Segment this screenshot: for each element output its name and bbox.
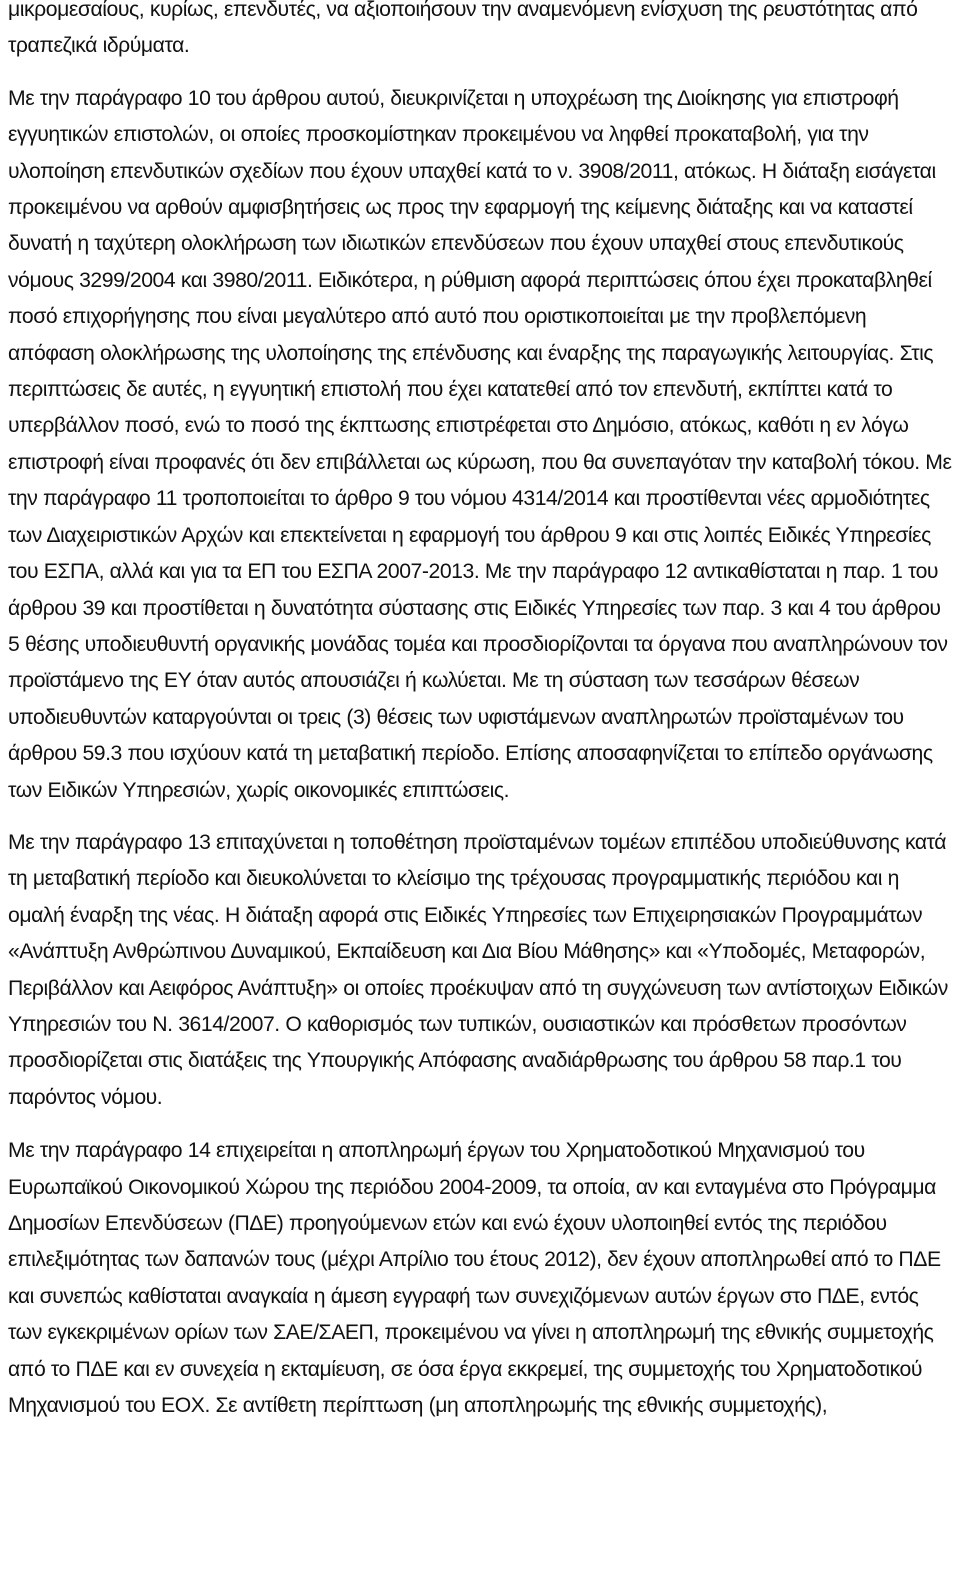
paragraph-14: Με την παράγραφο 14 επιχειρείται η αποπληρωμή έργων του Χρηματοδοτικού Μηχανισμού του Ευρωπαϊκού Οικονομικού Χώρου της περιόδου 2004-2009, τα οποία, αν και ενταγμένα στο Πρόγραμμα Δημοσίων Επενδύσεων (ΠΔΕ) προηγούμενων ετών και ενώ έχουν υλοποιηθεί εντός της περιόδου επιλεξιμότητας των δαπανών τους (μέχρι Απρίλιο του έτους 2012), δεν έχουν αποπληρωθεί από το ΠΔΕ και συνεπώς καθίσταται αναγκαία η άμεση εγγραφή των συνεχιζόμενων αυτών έργων στο ΠΔΕ, εντός των εγκεκριμένων ορίων των ΣΑΕ/ΣΑΕΠ, προκειμένου να γίνει η αποπληρωμή της εθνικής συμμετοχής από το ΠΔΕ και εν συνεχεία η εκταμίευση, σε όσα έργα εκκρεμεί, της συμμετοχής του Χρηματοδοτικού Μηχανισμού του ΕΟΧ. Σε αντίθετη περίπτωση (μη αποπληρωμής της εθνικής συμμετοχής), xyxy=(8,1139,941,1418)
paragraph-10-12: Με την παράγραφο 10 του άρθρου αυτού, διευκρινίζεται η υποχρέωση της Διοίκησης για επιστροφή εγγυητικών επιστολών, οι οποίες προσκομίστηκαν προκειμένου να ληφθεί προκαταβολή, για την υλοποίηση επενδυτικών σχεδίων που έχουν υπαχθεί κατά το ν. 3908/2011, ατόκως. Η διάταξη εισάγεται προκειμένου να αρθούν αμφισβητήσεις ως προς την εφαρμογή της κείμενης διάταξης και να καταστεί δυνατή η ταχύτερη ολοκλήρωση των ιδιωτικών επενδύσεων που έχουν υπαχθεί στους επενδυτικούς νόμους 3299/2004 και 3980/2011. Ειδικότερα, η ρύθμιση αφορά περιπτώσεις όπου έχει προκαταβληθεί ποσό επιχορήγησης που είναι μεγαλύτερο από αυτό που οριστικοποιείται με την προβλεπόμενη απόφαση ολοκλήρωσης της υλοποίησης της επένδυσης και έναρξης της παραγωγικής λειτουργίας. Στις περιπτώσεις δε αυτές, η εγγυητική επιστολή που έχει κατατεθεί από τον επενδυτή, εκπίπτει κατά το υπερβάλλον ποσό, ενώ το ποσό της έκπτωσης επιστρέφεται στο Δημόσιο, ατόκως, καθότι η εν λόγω επιστροφή είναι προφανές ότι δεν επιβάλλεται ως κύρωση, που θα συνεπαγόταν την καταβολή τόκου. Με την παράγραφο 11 τροποποιείται το άρθρο 9 του νόμου 4314/2014 και προστίθενται νέες αρμοδιότητες των Διαχειριστικών Αρχών και επεκτείνεται η εφαρμογή του άρθρου 9 και στις λοιπές Ειδικές Υπηρεσίες του ΕΣΠΑ, αλλά και για τα ΕΠ του ΕΣΠΑ 2007-2013. Με την παράγραφο 12 αντικαθίσταται η παρ. 1 του άρθρου 39 και προστίθεται η δυνατότητα σύστασης στις Ειδικές Υπηρεσίες των παρ. 3 και 4 του άρθρου 5 θέσης υποδιευθυντή οργανικής μονάδας τομέα και προσδιορίζονται τα όργανα που αναπληρώνουν τον προϊστάμενο της ΕΥ όταν αυτός απουσιάζει ή κωλύεται. Με τη σύσταση των τεσσάρων θέσεων υποδιευθυντών καταργούνται οι τρεις (3) θέσεις των υφιστάμενων αναπληρωτών προϊσταμένων του άρθρου 59.3 που ισχύουν κατά τη μεταβατική περίοδο. Επίσης αποσαφηνίζεται το επίπεδο οργάνωσης των Ειδικών Υπηρεσιών, χωρίς οικονομικές επιπτώσεις. xyxy=(8,86,952,802)
paragraph-13: Με την παράγραφο 13 επιταχύνεται η τοποθέτηση προϊσταμένων τομέων επιπέδου υποδιεύθυνσης κατά τη μεταβατική περίοδο και διευκολύνεται το κλείσιμο της τρέχουσας προγραμματικής περιόδου και η ομαλή έναρξη της νέας. Η διάταξη αφορά στις Ειδικές Υπηρεσίες των Επιχειρησιακών Προγραμμάτων «Ανάπτυξη Ανθρώπινου Δυναμικού, Εκπαίδευση και Δια Βίου Μάθησης» και «Υποδομές, Μεταφορών, Περιβάλλον και Αειφόρος Ανάπτυξη» οι οποίες προέκυψαν από τη συγχώνευση των αντίστοιχων Ειδικών Υπηρεσιών του Ν. 3614/2007. Ο καθορισμός των τυπικών, ουσιαστικών και πρόσθετων προσόντων προσδιορίζεται στις διατάξεις της Υπουργικής Απόφασης αναδιάρθρωσης του άρθρου 58 παρ.1 του παρόντος νόμου. xyxy=(8,830,948,1109)
document-page xyxy=(8,0,952,1441)
paragraph-intro-continuation: μικρομεσαίους, κυρίως, επενδυτές, να αξιοποιήσουν την αναμενόμενη ενίσχυση της ρευστότητας από τραπεζικά ιδρύματα. xyxy=(8,0,918,58)
